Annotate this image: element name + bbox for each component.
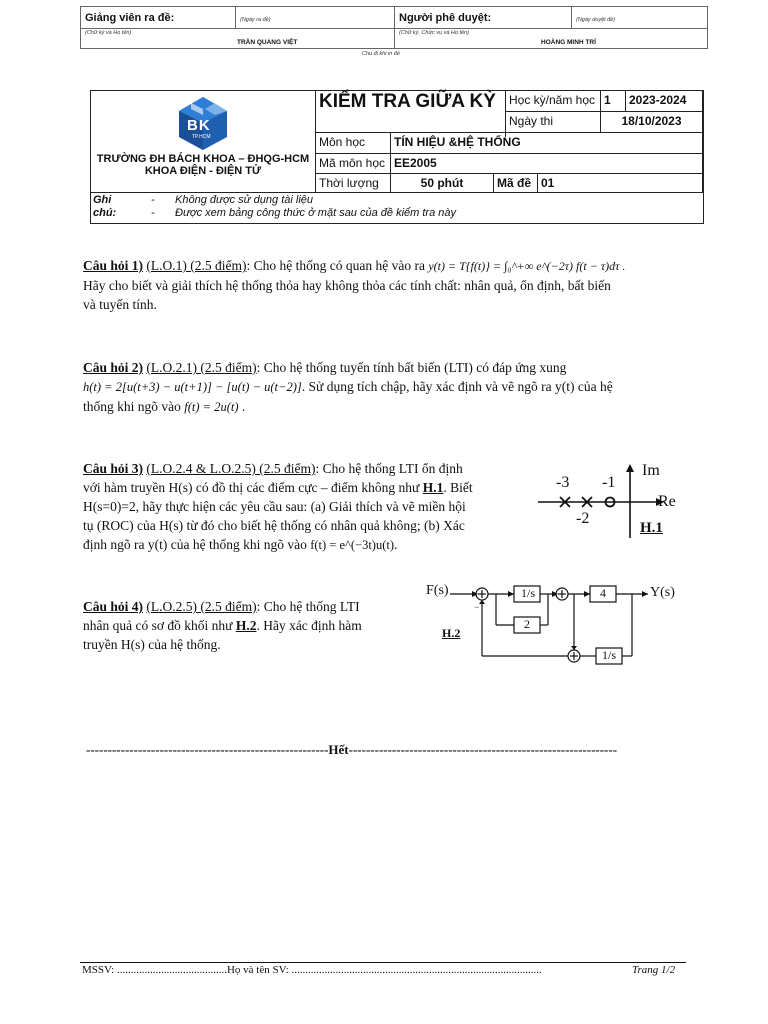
q4-text3: truyền H(s) của hệ thống. — [83, 637, 221, 652]
note-1: Không được sử dụng tài liệu — [175, 194, 314, 206]
label-minus1: -1 — [602, 474, 616, 491]
q2-text2: . Sử dụng tích chập, hãy xác định và vẽ ngõ ra y(t) của hệ — [301, 379, 613, 394]
note-2: Được xem bảng công thức ở mặt sau của đề kiểm tra này — [175, 207, 456, 219]
block-diagram — [424, 580, 688, 670]
faculty-name: KHOA ĐIỆN - ĐIỆN TỬ — [144, 165, 262, 177]
approver-label-cell — [395, 7, 572, 29]
im-axis-label: Im — [642, 462, 660, 479]
block4-label: 1/s — [601, 648, 616, 662]
q3-text5: định ngõ ra y(t) của hệ thống khi ngõ vào — [83, 537, 307, 552]
output-label: Y(s) — [650, 585, 675, 600]
q2-text3: thống khi ngõ vào — [83, 399, 181, 414]
note-label-1: Ghi — [93, 194, 112, 206]
exam-code-label: Mã đề — [493, 173, 537, 193]
q3-text3: H(s=0)=2, hãy thực hiện các yêu cầu sau: (a) Giải thích và vẽ miền hội — [83, 499, 466, 514]
q4-text1: : Cho hệ thống LTI — [256, 599, 360, 614]
approver-name: HOÀNG MINH TRÍ — [541, 39, 596, 46]
q2-meta: (L.O.2.1) (2.5 điểm) — [146, 360, 257, 375]
code-value: EE2005 — [390, 153, 703, 174]
exam-code-value: 01 — [537, 173, 703, 193]
q2-formula2: f(t) = 2u(t) — [184, 400, 239, 414]
question-1 — [83, 256, 693, 314]
q1-text3: và tuyến tính. — [83, 297, 157, 312]
input-label: F(s) — [426, 583, 449, 598]
approver-date-cell — [572, 7, 708, 29]
block1-label: 1/s — [520, 586, 535, 600]
block3-label: 2 — [524, 617, 530, 631]
pole-zero-diagram — [528, 458, 688, 544]
q3-meta: (L.O.2.4 & L.O.2.5) (2.5 điểm) — [146, 461, 316, 476]
q2-formula: h(t) = 2[u(t+3) − u(t+1)] − [u(t) − u(t−2)] — [83, 380, 302, 394]
note-dash-2: - — [151, 207, 155, 219]
approval-table — [80, 6, 708, 48]
sign-hint-right: (Chữ ký, Chức vụ và Họ tên) — [399, 30, 469, 36]
end-marker: --------------------------------------------------------Hết-------------------------------------------------------------- — [86, 742, 618, 757]
q3-text1: : Cho hệ thống LTI ổn định — [315, 461, 463, 476]
exam-header — [90, 90, 704, 224]
q3-ref: H.1 — [422, 480, 444, 495]
approver-date-hint: (Ngày duyệt đề) — [576, 17, 616, 23]
question-2 — [83, 358, 688, 417]
q3-dot: . — [394, 537, 398, 552]
school-logo — [173, 95, 233, 151]
approver-sign-cell — [395, 29, 708, 49]
lecturer-label-cell — [81, 7, 236, 29]
subject-label: Môn học — [315, 132, 391, 154]
q1-meta: (L.O.1) (2.5 điểm) — [146, 258, 247, 273]
print-note: Chu đi khi in đề — [362, 51, 400, 57]
date-value: 18/10/2023 — [600, 111, 703, 133]
q2-text1: : Cho hệ thống tuyến tính bất biến (LTI) có đáp ứng xung — [256, 360, 567, 375]
q2-dot: . — [241, 399, 246, 414]
svg-text:−: − — [474, 602, 480, 612]
duration-label: Thời lượng — [315, 173, 391, 193]
logo-text: BK — [187, 117, 211, 134]
school-name: TRƯỜNG ĐH BÁCH KHOA – ĐHQG-HCM — [96, 153, 310, 165]
q4-head: Câu hỏi 4) — [83, 599, 144, 614]
label-minus2: -2 — [576, 510, 590, 527]
subject-value: TÍN HIỆU &HỆ THỐNG — [390, 132, 703, 154]
label-minus3: -3 — [556, 474, 570, 491]
approver-label: Người phê duyệt: — [399, 12, 492, 24]
q2-head: Câu hỏi 2) — [83, 360, 144, 375]
student-info: MSSV: ........................................Họ và tên SV: ........................................................................................... — [82, 964, 542, 976]
block-diagram-svg — [424, 580, 688, 670]
q3-head: Câu hỏi 3) — [83, 461, 144, 476]
re-axis-label: Re — [658, 493, 676, 510]
lecturer-label: Giảng viên ra đề: — [85, 12, 175, 24]
question-3 — [83, 459, 523, 555]
q4-meta: (L.O.2.5) (2.5 điểm) — [146, 599, 257, 614]
lecturer-name: TRẦN QUANG VIỆT — [237, 39, 298, 46]
lecturer-date-hint: (Ngày ra đề) — [240, 17, 271, 23]
q3-text2b: . Biết — [443, 480, 473, 495]
q1-formula: y(t) = T{f(t)} = ∫₀^+∞ e^(−2τ) f(t − τ)dτ . — [428, 259, 626, 273]
notes-divider — [91, 192, 703, 193]
year-value: 2023-2024 — [625, 90, 703, 112]
q3-formula: f(t) = e^(−3t)u(t) — [310, 538, 395, 552]
code-label: Mã môn học — [315, 153, 391, 174]
duration-value: 50 phút — [390, 173, 494, 193]
q1-head: Câu hỏi 1) — [83, 258, 144, 273]
q4-text2b: . Hãy xác định hàm — [256, 618, 362, 633]
block2-label: 4 — [600, 586, 606, 600]
q4-ref: H.2 — [235, 618, 257, 633]
q3-text2: với hàm truyền H(s) có đồ thị các điểm cực – điểm không như — [83, 480, 420, 495]
sign-hint-left: (Chữ ký và Họ tên) — [85, 30, 132, 36]
note-label-2: chú: — [93, 207, 117, 219]
lecturer-date-cell — [236, 7, 395, 29]
date-label: Ngày thi — [505, 111, 601, 133]
q3-text4: tụ (ROC) của H(s) từ đó cho biết hệ thống có nhân quả không; (b) Xác — [83, 518, 465, 533]
h1-caption: H.1 — [640, 520, 663, 536]
q1-text2: Hãy cho biết và giải thích hệ thống thỏa hay không thỏa các tính chất: nhân quả, ổn định, bất biến — [83, 278, 611, 293]
question-4 — [83, 597, 413, 654]
lecturer-sign-cell — [81, 29, 395, 49]
footer-divider — [80, 962, 686, 963]
logo-sub: TP.HCM — [192, 134, 211, 140]
q1-text1: : Cho hệ thống có quan hệ vào ra — [246, 258, 425, 273]
semester-value: 1 — [600, 90, 626, 112]
q4-text2: nhân quả có sơ đồ khối như — [83, 618, 233, 633]
note-dash-1: - — [151, 194, 155, 206]
exam-title: KIỂM TRA GIỮA KỲ — [315, 90, 506, 137]
semester-label: Học kỳ/năm học — [505, 90, 601, 112]
page-number: Trang 1/2 — [632, 964, 676, 976]
h2-caption: H.2 — [442, 626, 461, 640]
